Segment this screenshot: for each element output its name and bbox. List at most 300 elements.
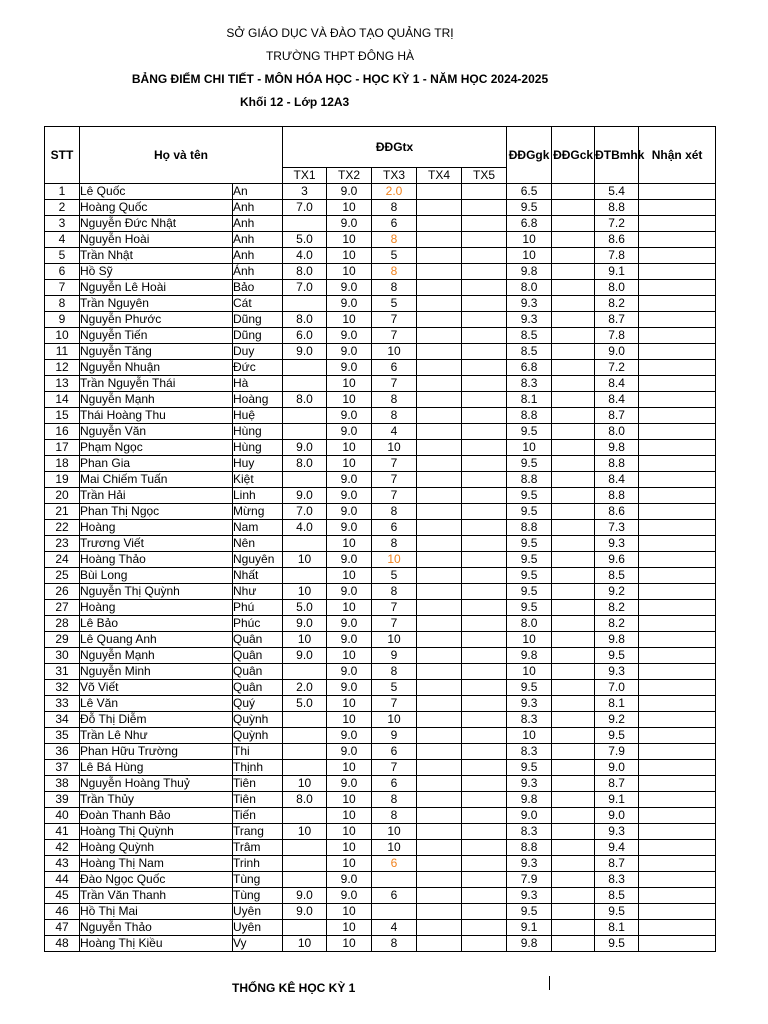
score-dtb: 7.8	[595, 248, 639, 264]
note-cell	[639, 856, 716, 872]
student-first-name: Quân	[233, 648, 283, 664]
score-ddgck	[552, 264, 595, 280]
score-tx1: 8.0	[283, 312, 327, 328]
score-ddgck	[552, 232, 595, 248]
score-dtb: 9.8	[595, 632, 639, 648]
score-tx3: 7	[372, 328, 417, 344]
score-ddggk: 9.3	[507, 856, 552, 872]
score-tx4	[417, 472, 462, 488]
score-ddgck	[552, 600, 595, 616]
student-last-name: Hoàng Quỳnh	[80, 840, 233, 856]
score-ddgck	[552, 424, 595, 440]
student-last-name: Hoàng Thị Kiều	[80, 936, 233, 952]
table-row	[45, 232, 716, 248]
student-last-name: Nguyễn Minh	[80, 664, 233, 680]
note-cell	[639, 264, 716, 280]
score-ddggk: 8.8	[507, 840, 552, 856]
score-dtb: 7.9	[595, 744, 639, 760]
score-ddggk: 9.0	[507, 808, 552, 824]
score-tx5	[462, 408, 507, 424]
note-cell	[639, 424, 716, 440]
score-tx2: 10	[327, 696, 372, 712]
class-title: Khối 12 - Lớp 12A3	[240, 95, 350, 109]
row-stt: 12	[45, 360, 80, 376]
row-stt: 32	[45, 680, 80, 696]
student-last-name: Hoàng Quốc	[80, 200, 233, 216]
score-ddgck	[552, 584, 595, 600]
score-tx4	[417, 280, 462, 296]
score-tx3: 10	[372, 440, 417, 456]
score-tx3: 7	[372, 600, 417, 616]
score-dtb: 9.0	[595, 760, 639, 776]
score-tx4	[417, 232, 462, 248]
row-stt: 34	[45, 712, 80, 728]
score-tx4	[417, 616, 462, 632]
score-ddgck	[552, 488, 595, 504]
student-last-name: Phạm Ngọc	[80, 440, 233, 456]
score-tx1	[283, 216, 327, 232]
score-dtb: 9.5	[595, 904, 639, 920]
score-dtb: 9.2	[595, 584, 639, 600]
score-tx3: 8	[372, 664, 417, 680]
score-tx1: 6.0	[283, 328, 327, 344]
student-last-name: Phan Thị Ngọc	[80, 504, 233, 520]
row-stt: 41	[45, 824, 80, 840]
note-cell	[639, 408, 716, 424]
student-last-name: Nguyễn Văn	[80, 424, 233, 440]
score-tx2: 10	[327, 648, 372, 664]
score-ddgck	[552, 824, 595, 840]
note-cell	[639, 872, 716, 888]
score-ddggk: 7.9	[507, 872, 552, 888]
score-ddgck	[552, 760, 595, 776]
score-dtb: 8.7	[595, 856, 639, 872]
student-first-name: Trâm	[233, 840, 283, 856]
row-stt: 33	[45, 696, 80, 712]
score-tx5	[462, 568, 507, 584]
score-ddgck	[552, 472, 595, 488]
score-tx1	[283, 424, 327, 440]
table-row	[45, 632, 716, 648]
score-tx4	[417, 888, 462, 904]
note-cell	[639, 840, 716, 856]
score-dtb: 8.0	[595, 424, 639, 440]
score-tx2: 9.0	[327, 680, 372, 696]
table-row	[45, 488, 716, 504]
note-cell	[639, 232, 716, 248]
table-row	[45, 248, 716, 264]
score-ddgck	[552, 808, 595, 824]
score-ddggk: 8.5	[507, 344, 552, 360]
score-tx3: 6	[372, 216, 417, 232]
score-tx3: 6	[372, 520, 417, 536]
score-tx1: 8.0	[283, 392, 327, 408]
student-first-name: Anh	[233, 200, 283, 216]
score-ddggk: 9.1	[507, 920, 552, 936]
table-row	[45, 440, 716, 456]
student-last-name: Phan Gia	[80, 456, 233, 472]
score-tx1	[283, 296, 327, 312]
score-tx1: 8.0	[283, 456, 327, 472]
score-tx3: 5	[372, 680, 417, 696]
student-last-name: Nguyễn Hoàng Thuỷ	[80, 776, 233, 792]
score-tx2: 9.0	[327, 408, 372, 424]
score-tx4	[417, 824, 462, 840]
row-stt: 10	[45, 328, 80, 344]
student-first-name: Hà	[233, 376, 283, 392]
score-tx1: 2.0	[283, 680, 327, 696]
score-ddggk: 10	[507, 248, 552, 264]
score-tx5	[462, 424, 507, 440]
score-tx2: 10	[327, 456, 372, 472]
score-tx3: 10	[372, 632, 417, 648]
score-tx1: 9.0	[283, 488, 327, 504]
row-stt: 19	[45, 472, 80, 488]
score-tx3: 4	[372, 920, 417, 936]
score-ddgck	[552, 552, 595, 568]
score-dtb: 7.2	[595, 360, 639, 376]
score-tx2: 10	[327, 232, 372, 248]
score-tx1: 9.0	[283, 440, 327, 456]
student-first-name: Anh	[233, 248, 283, 264]
score-tx1	[283, 728, 327, 744]
score-tx1	[283, 376, 327, 392]
table-row	[45, 936, 716, 952]
score-tx5	[462, 648, 507, 664]
student-first-name: Tiên	[233, 792, 283, 808]
note-cell	[639, 760, 716, 776]
note-cell	[639, 712, 716, 728]
score-tx5	[462, 936, 507, 952]
student-last-name: Phan Hữu Trường	[80, 744, 233, 760]
row-stt: 13	[45, 376, 80, 392]
score-ddgck	[552, 248, 595, 264]
score-tx5	[462, 712, 507, 728]
score-tx2: 10	[327, 536, 372, 552]
score-dtb: 7.3	[595, 520, 639, 536]
student-last-name: Trần Nhật	[80, 248, 233, 264]
score-tx3	[372, 872, 417, 888]
score-ddggk: 9.5	[507, 488, 552, 504]
score-tx3: 10	[372, 824, 417, 840]
student-last-name: Nguyễn Nhuận	[80, 360, 233, 376]
student-first-name: Mừng	[233, 504, 283, 520]
student-last-name: Trần Thủy	[80, 792, 233, 808]
score-tx2: 10	[327, 808, 372, 824]
score-tx2: 9.0	[327, 328, 372, 344]
student-first-name: Quý	[233, 696, 283, 712]
table-row	[45, 360, 716, 376]
score-tx3: 6	[372, 888, 417, 904]
table-row	[45, 280, 716, 296]
score-tx3: 8	[372, 408, 417, 424]
table-row	[45, 520, 716, 536]
student-first-name: Cát	[233, 296, 283, 312]
score-dtb: 8.8	[595, 200, 639, 216]
grade-table	[44, 126, 716, 952]
sheet-title: BẢNG ĐIỂM CHI TIẾT - MÔN HÓA HỌC - HỌC KỲ 1 - NĂM HỌC 2024-2025	[131, 72, 549, 86]
student-first-name: Anh	[233, 216, 283, 232]
note-cell	[639, 696, 716, 712]
score-tx5	[462, 888, 507, 904]
note-cell	[639, 488, 716, 504]
score-dtb: 8.2	[595, 296, 639, 312]
score-tx2: 9.0	[327, 728, 372, 744]
note-cell	[639, 360, 716, 376]
score-dtb: 9.3	[595, 664, 639, 680]
score-tx3: 9	[372, 648, 417, 664]
score-dtb: 8.7	[595, 312, 639, 328]
table-row	[45, 664, 716, 680]
score-tx3: 7	[372, 376, 417, 392]
score-ddgck	[552, 360, 595, 376]
score-tx1: 5.0	[283, 232, 327, 248]
score-tx1	[283, 568, 327, 584]
score-ddggk: 9.5	[507, 552, 552, 568]
note-cell	[639, 728, 716, 744]
score-dtb: 8.5	[595, 888, 639, 904]
student-first-name: Anh	[233, 232, 283, 248]
note-cell	[639, 248, 716, 264]
score-dtb: 9.6	[595, 552, 639, 568]
student-last-name: Hoàng Thị Nam	[80, 856, 233, 872]
table-row	[45, 808, 716, 824]
score-tx5	[462, 488, 507, 504]
score-ddgck	[552, 280, 595, 296]
note-cell	[639, 440, 716, 456]
row-stt: 25	[45, 568, 80, 584]
row-stt: 6	[45, 264, 80, 280]
score-tx2: 9.0	[327, 744, 372, 760]
score-tx5	[462, 328, 507, 344]
note-cell	[639, 776, 716, 792]
row-stt: 15	[45, 408, 80, 424]
note-cell	[639, 344, 716, 360]
score-tx2: 9.0	[327, 552, 372, 568]
score-tx4	[417, 184, 462, 200]
student-first-name: Huy	[233, 456, 283, 472]
score-dtb: 8.2	[595, 600, 639, 616]
score-tx1: 8.0	[283, 792, 327, 808]
row-stt: 45	[45, 888, 80, 904]
student-first-name: Duy	[233, 344, 283, 360]
table-row	[45, 776, 716, 792]
score-tx3: 8	[372, 200, 417, 216]
note-cell	[639, 456, 716, 472]
score-tx5	[462, 296, 507, 312]
student-last-name: Nguyễn Tăng	[80, 344, 233, 360]
table-row	[45, 600, 716, 616]
student-last-name: Hoàng	[80, 520, 233, 536]
score-tx4	[417, 440, 462, 456]
score-ddggk: 9.3	[507, 696, 552, 712]
score-tx1: 10	[283, 936, 327, 952]
score-ddgck	[552, 504, 595, 520]
score-ddggk: 9.3	[507, 776, 552, 792]
note-cell	[639, 664, 716, 680]
score-ddggk: 9.5	[507, 680, 552, 696]
score-ddgck	[552, 200, 595, 216]
student-first-name: Thi	[233, 744, 283, 760]
score-tx4	[417, 904, 462, 920]
row-stt: 9	[45, 312, 80, 328]
score-tx4	[417, 520, 462, 536]
score-tx5	[462, 584, 507, 600]
score-tx4	[417, 744, 462, 760]
score-ddgck	[552, 296, 595, 312]
student-first-name: Nam	[233, 520, 283, 536]
col-name: Họ và tên	[80, 127, 283, 184]
score-tx4	[417, 536, 462, 552]
student-first-name: Vy	[233, 936, 283, 952]
score-tx5	[462, 200, 507, 216]
score-tx2: 9.0	[327, 632, 372, 648]
score-ddgck	[552, 920, 595, 936]
student-last-name: Hồ Sỹ	[80, 264, 233, 280]
score-tx4	[417, 360, 462, 376]
student-last-name: Nguyễn Lê Hoài	[80, 280, 233, 296]
score-tx3: 8	[372, 808, 417, 824]
score-dtb: 8.0	[595, 280, 639, 296]
score-ddgck	[552, 904, 595, 920]
row-stt: 2	[45, 200, 80, 216]
row-stt: 3	[45, 216, 80, 232]
score-ddggk: 8.3	[507, 744, 552, 760]
score-tx2: 10	[327, 200, 372, 216]
row-stt: 22	[45, 520, 80, 536]
row-stt: 31	[45, 664, 80, 680]
score-ddggk: 9.5	[507, 584, 552, 600]
score-tx5	[462, 920, 507, 936]
score-tx1: 10	[283, 824, 327, 840]
student-first-name: Như	[233, 584, 283, 600]
score-ddgck	[552, 936, 595, 952]
score-tx2: 10	[327, 840, 372, 856]
row-stt: 5	[45, 248, 80, 264]
score-ddggk: 8.0	[507, 280, 552, 296]
score-tx2: 10	[327, 712, 372, 728]
score-dtb: 9.2	[595, 712, 639, 728]
student-last-name: Nguyễn Phước	[80, 312, 233, 328]
score-tx4	[417, 328, 462, 344]
score-tx3: 5	[372, 248, 417, 264]
score-tx4	[417, 936, 462, 952]
score-tx4	[417, 216, 462, 232]
score-ddggk: 8.3	[507, 376, 552, 392]
score-tx5	[462, 536, 507, 552]
score-ddggk: 6.5	[507, 184, 552, 200]
student-last-name: Trần Lê Như	[80, 728, 233, 744]
score-tx2: 9.0	[327, 872, 372, 888]
score-tx4	[417, 456, 462, 472]
score-ddggk: 9.5	[507, 568, 552, 584]
score-tx1: 7.0	[283, 504, 327, 520]
score-ddggk: 9.8	[507, 648, 552, 664]
score-tx3	[372, 904, 417, 920]
score-tx4	[417, 856, 462, 872]
table-row	[45, 376, 716, 392]
student-last-name: Nguyễn Mạnh	[80, 648, 233, 664]
student-first-name: Dũng	[233, 312, 283, 328]
score-ddgck	[552, 728, 595, 744]
student-last-name: Nguyễn Mạnh	[80, 392, 233, 408]
note-cell	[639, 680, 716, 696]
note-cell	[639, 824, 716, 840]
score-tx4	[417, 424, 462, 440]
row-stt: 30	[45, 648, 80, 664]
score-tx5	[462, 600, 507, 616]
row-stt: 47	[45, 920, 80, 936]
score-tx2: 10	[327, 792, 372, 808]
row-stt: 24	[45, 552, 80, 568]
score-tx2: 9.0	[327, 280, 372, 296]
score-tx1	[283, 872, 327, 888]
score-dtb: 5.4	[595, 184, 639, 200]
note-cell	[639, 472, 716, 488]
score-dtb: 8.1	[595, 920, 639, 936]
table-row	[45, 648, 716, 664]
score-tx5	[462, 344, 507, 360]
score-tx5	[462, 808, 507, 824]
table-row	[45, 872, 716, 888]
score-tx2: 9.0	[327, 488, 372, 504]
statistics-title: THỐNG KÊ HỌC KỲ 1	[232, 981, 356, 995]
table-row	[45, 712, 716, 728]
row-stt: 4	[45, 232, 80, 248]
score-tx4	[417, 920, 462, 936]
student-first-name: Hùng	[233, 424, 283, 440]
score-tx4	[417, 648, 462, 664]
row-stt: 44	[45, 872, 80, 888]
table-row	[45, 536, 716, 552]
score-tx3: 8	[372, 232, 417, 248]
score-tx4	[417, 504, 462, 520]
row-stt: 7	[45, 280, 80, 296]
score-tx3: 9	[372, 728, 417, 744]
score-tx3: 6	[372, 360, 417, 376]
note-cell	[639, 568, 716, 584]
table-row	[45, 696, 716, 712]
note-cell	[639, 200, 716, 216]
score-ddggk: 9.5	[507, 760, 552, 776]
score-tx5	[462, 216, 507, 232]
score-tx1: 10	[283, 584, 327, 600]
student-first-name: Bảo	[233, 280, 283, 296]
student-first-name: Phú	[233, 600, 283, 616]
student-last-name: Võ Viết	[80, 680, 233, 696]
score-tx5	[462, 376, 507, 392]
score-tx2: 9.0	[327, 472, 372, 488]
student-last-name: Hoàng	[80, 600, 233, 616]
score-ddggk: 9.5	[507, 424, 552, 440]
score-tx1	[283, 856, 327, 872]
score-tx4	[417, 728, 462, 744]
student-first-name: Ánh	[233, 264, 283, 280]
score-ddgck	[552, 312, 595, 328]
table-row	[45, 296, 716, 312]
score-ddggk: 10	[507, 728, 552, 744]
score-tx3: 10	[372, 712, 417, 728]
score-tx2: 9.0	[327, 520, 372, 536]
score-tx2: 9.0	[327, 584, 372, 600]
student-first-name: Quỳnh	[233, 728, 283, 744]
score-tx4	[417, 872, 462, 888]
table-row	[45, 744, 716, 760]
row-stt: 39	[45, 792, 80, 808]
score-tx5	[462, 184, 507, 200]
student-last-name: Nguyễn Đức Nhật	[80, 216, 233, 232]
note-cell	[639, 904, 716, 920]
